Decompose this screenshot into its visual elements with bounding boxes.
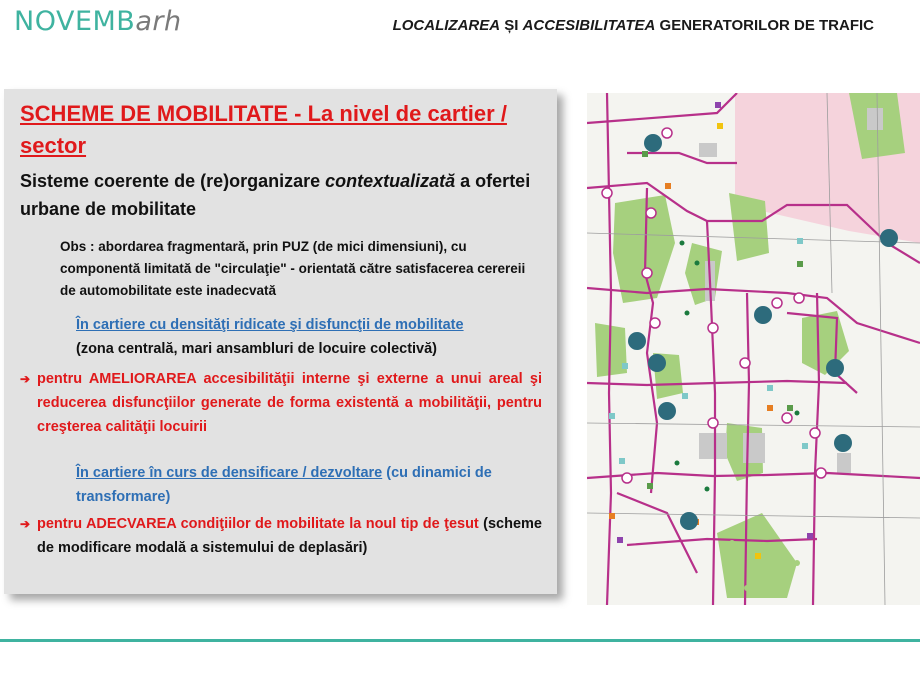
logo-part-1: NOVEMB [14, 6, 136, 37]
slide-title [393, 17, 874, 34]
bullet-adecvare-red: pentru ADECVAREA condiţiilor de mobilitate la noul tip de ţesut [37, 516, 479, 532]
dense-areas-block [76, 313, 546, 361]
title-part-3: ACCESIBILITATEA [522, 17, 656, 34]
panel-title: SCHEME DE MOBILITATE - La nivel de cartier / sector [20, 101, 507, 158]
title-part-1: LOCALIZAREA [392, 17, 501, 34]
footer-divider [0, 639, 920, 642]
densification-block [76, 461, 546, 509]
densification-note: (cu dinamici de transformare) [76, 465, 492, 505]
bullet-adecvare-text [20, 512, 542, 560]
arrow-bullet-icon: ➔ [20, 372, 31, 386]
subtitle-part-2: a ofertei urbane de mobilitate [20, 171, 531, 219]
dense-areas-link[interactable]: În cartiere cu densităţi ridicate şi disfuncţii de mobilitate [76, 317, 464, 333]
densification-link[interactable]: În cartiere în curs de densificare / dezvoltare [76, 465, 383, 481]
mobility-scheme-map [587, 93, 920, 605]
subtitle-italic: contextualizată [325, 171, 456, 191]
observation-text: Obs : abordarea fragmentară, prin PUZ (de mici dimensiuni), cu componentă limitată de "circulaţie" - orientată către satisfacerea cerereii de automobilitate este inadecvată [60, 239, 526, 298]
title-part-2: ȘI [500, 17, 523, 34]
bullet-ameliorare-text: pentru AMELIORAREA accesibilităţii interne şi externe a unui areal şi reducerea disfuncţiilor generate de forma existentă a mobilităţii, pentru creşterea calităţii locuirii [37, 371, 542, 435]
bullet-ameliorare [20, 367, 542, 439]
logo-part-2: arh [135, 6, 182, 37]
dense-areas-note: (zona centrală, mari ansambluri de locuire colectivă) [76, 341, 438, 357]
title-part-4: GENERATORILOR DE TRAFIC [655, 17, 874, 34]
panel-subtitle [20, 167, 545, 223]
bullet-adecvare [20, 512, 542, 560]
bullet-adecvare-black: (scheme de modificare modală a sistemului de deplasări) [37, 516, 542, 556]
subtitle-part-1: Sisteme coerente de (re)organizare [20, 171, 326, 191]
arrow-bullet-icon: ➔ [20, 517, 31, 531]
company-logo [14, 6, 182, 37]
